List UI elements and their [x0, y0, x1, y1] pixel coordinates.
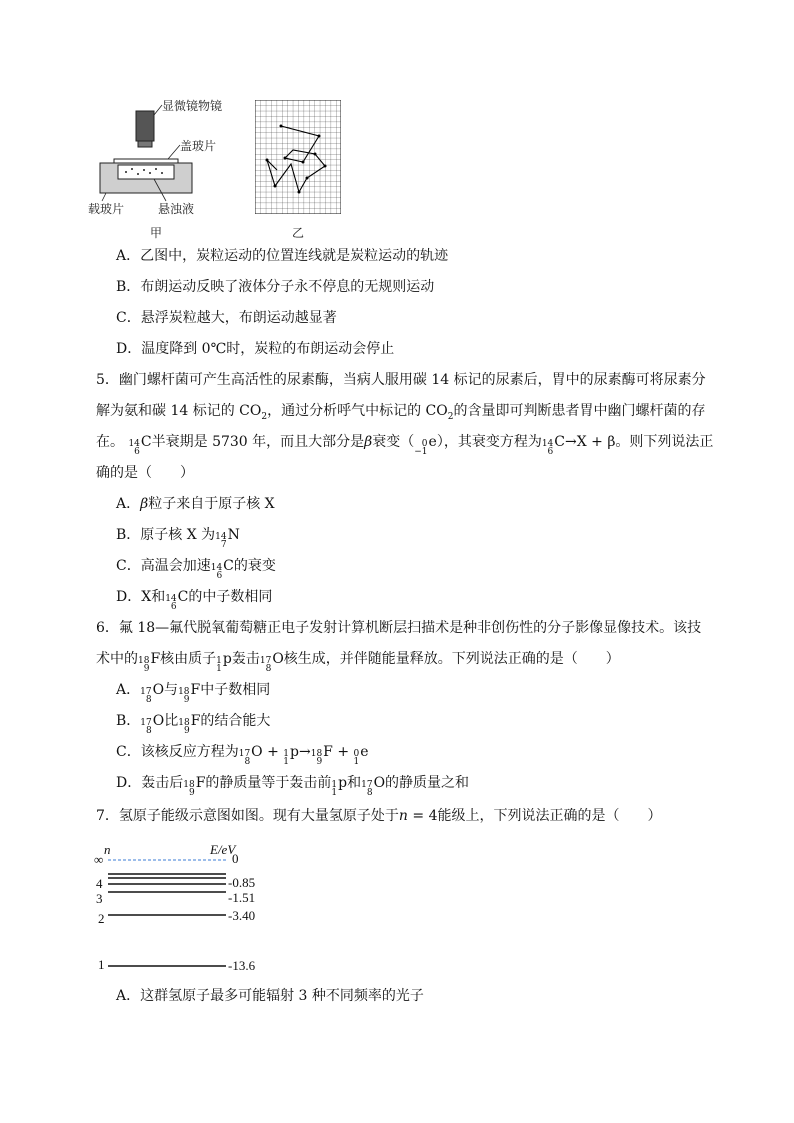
caption-jia: 甲	[150, 226, 163, 240]
q5-option-a: A．β粒子来自于原子核 X	[116, 496, 275, 512]
q5-line-2: 解为氨和碳 14 标记的 $CO_2$，通过分析呼气中标记的 $CO_2$的含量即可判断患者胃中幽门螺杆菌的存	[96, 403, 706, 422]
q6-line-2: 术中的 18 9 F核由质子 1 1 p轰击 17 8 O核生成，并伴随能量释放。下列说法正确的是（ ）	[96, 651, 620, 674]
q7-option-a: A．这群氢原子最多可能辐射 3 种不同频率的光子	[116, 988, 424, 1004]
level-e-1: -13.6	[228, 958, 256, 973]
level-n-2: 2	[98, 911, 105, 926]
brownian-grid-figure	[255, 100, 341, 214]
level-n-1: 1	[98, 957, 105, 972]
energy-level-diagram	[94, 838, 294, 978]
label-liquid: 悬浊液	[158, 202, 195, 216]
caption-yi: 乙	[292, 226, 305, 240]
q6-option-b: B． 17 8 O比 18 9 F的结合能大	[116, 713, 271, 736]
q5-option-b: B．原子核 X 为 14 7 N	[116, 527, 240, 550]
q6-option-a: A． 17 8 O与 18 9 F中子数相同	[116, 682, 271, 705]
level-e-2: -3.40	[228, 908, 256, 923]
q7-line-1: 7．氢原子能级示意图如图。现有大量氢原子处于n = 4能级上，下列说法正确的是（ ）	[96, 808, 662, 824]
e-axis-label: E/eV	[210, 842, 236, 857]
label-slide: 载玻片	[88, 202, 125, 216]
q5-option-d: D．X和 14 6 C的中子数相同	[116, 589, 273, 612]
q6-option-c: C．该核反应方程为 17 8 O + 1 1 p→ 18 9 F + 0 1 e	[116, 744, 369, 767]
level-e-4: -0.85	[228, 875, 256, 890]
level-n-3: 3	[96, 891, 103, 906]
q4-option-c: C．悬浮炭粒越大，布朗运动越显著	[116, 310, 337, 326]
label-objective: 显微镜物镜	[162, 99, 223, 113]
q6-line-1: 6．氟 18—氟代脱氧葡萄糖正电子发射计算机断层扫描术是种非创伤性的分子影像显像技术。该技	[96, 620, 702, 636]
q6-option-d: D．轰击后 18 9 F的静质量等于轰击前 1 1 p和 17 8 O的静质量之和	[116, 775, 470, 798]
level-n-inf: ∞	[94, 852, 104, 867]
level-e-inf: 0	[232, 851, 239, 866]
n-axis-label: n	[104, 842, 111, 857]
q5-option-c: C．高温会加速 14 6 C的衰变	[116, 558, 276, 581]
level-e-3: -1.51	[228, 890, 256, 905]
q5-line-1: 5．幽门螺杆菌可产生高活性的尿素酶，当病人服用碳 14 标记的尿素后，胃中的尿素酶可将尿素分	[96, 372, 706, 388]
q4-option-b: B．布朗运动反映了液体分子永不停息的无规则运动	[116, 279, 435, 295]
level-n-4: 4	[96, 876, 103, 891]
label-cover-slip: 盖玻片	[180, 139, 217, 153]
q4-option-a: A．乙图中，炭粒运动的位置连线就是炭粒运动的轨迹	[116, 248, 449, 264]
q4-option-d: D．温度降到 0℃时，炭粒的布朗运动会停止	[116, 341, 395, 357]
q5-line-4: 确的是（ ）	[96, 465, 194, 481]
q5-line-3: 在。 14 6 C半衰期是 5730 年，而且大部分是β衰变（ 0 −1 e），其衰变方程为 14 6 C→X + β。则下列说法正	[96, 434, 714, 457]
